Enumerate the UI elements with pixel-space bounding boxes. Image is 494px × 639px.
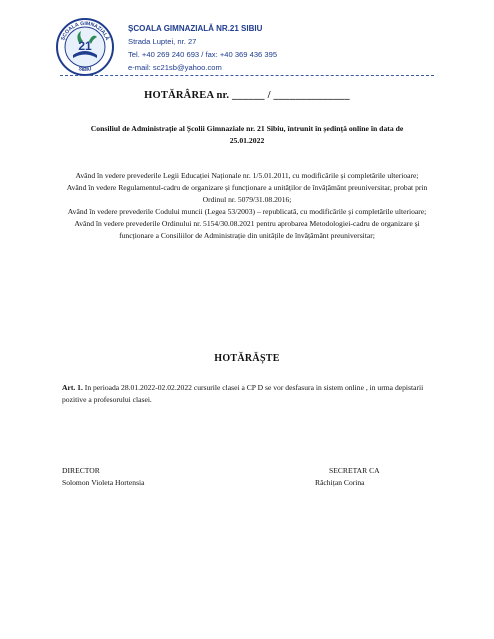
council-statement: Consiliul de Administrație al Școlii Gimnaziale nr. 21 Sibiu, întrunit în ședință online în data de 25.01.2022 <box>90 124 404 145</box>
logo-text-bottom: SIBIU <box>77 66 93 74</box>
school-logo <box>55 17 115 77</box>
article-label: Art. 1. <box>62 383 83 392</box>
considerent-item: Având în vedere prevederile Ordinului nr. 5154/30.08.2021 pentru aprobarea Metodologiei-cadru de organizare și funcționare a Consiliilor de Administrație din unitățile de învățământ preuniversitar; <box>74 219 420 240</box>
considerent-item: Având în vedere prevederile Codului muncii (Legea 53/2003) – republicată, cu modificările și completările ulterioare; <box>67 207 427 216</box>
considerent-item: Având în vedere Regulamentul-cadru de organizare și funcționare a unităților de învățământ preuniversitar, probat prin Ordinul nr. 5079/31.08.2016; <box>66 183 428 204</box>
school-name: ȘCOALA GIMNAZIALĂ NR.21 SIBIU <box>128 24 263 33</box>
signature-director <box>62 465 145 489</box>
director-role: DIRECTOR <box>62 466 100 475</box>
logo-text-top: ȘCOALA GIMNAZIALĂ <box>60 20 110 42</box>
decision-heading: HOTĂRĂȘTE <box>214 353 280 364</box>
signature-secretary <box>315 465 380 489</box>
considerents-list <box>60 170 434 242</box>
decision-title: HOTĂRÂREA nr. ______ / ______________ <box>144 90 350 101</box>
logo-number: 21 <box>78 39 92 53</box>
svg-text:SIBIU <box>78 66 93 73</box>
school-email: e-mail: sc21sb@yahoo.com <box>128 63 222 72</box>
article-text: In perioada 28.01.2022-02.02.2022 cursurile clasei a CP D se vor desfasura in sistem online , in urma depistarii pozitive a profesorului clasei. <box>62 383 424 404</box>
school-phone-fax: Tel. +40 269 240 693 / fax: +40 369 436 395 <box>128 50 278 59</box>
school-header <box>128 22 277 74</box>
header-divider <box>60 75 434 76</box>
secretary-role: SECRETAR CA <box>329 466 380 475</box>
school-address: Strada Luptei, nr. 27 <box>128 37 197 46</box>
considerent-item: Având în vedere prevederile Legii Educației Naționale nr. 1/5.01.2011, cu modificările și completările ulterioare; <box>75 171 419 180</box>
director-name: Solomon Violeta Hortensia <box>62 478 145 487</box>
secretary-name: Răchițan Corina <box>315 478 365 487</box>
article-1 <box>62 382 436 406</box>
